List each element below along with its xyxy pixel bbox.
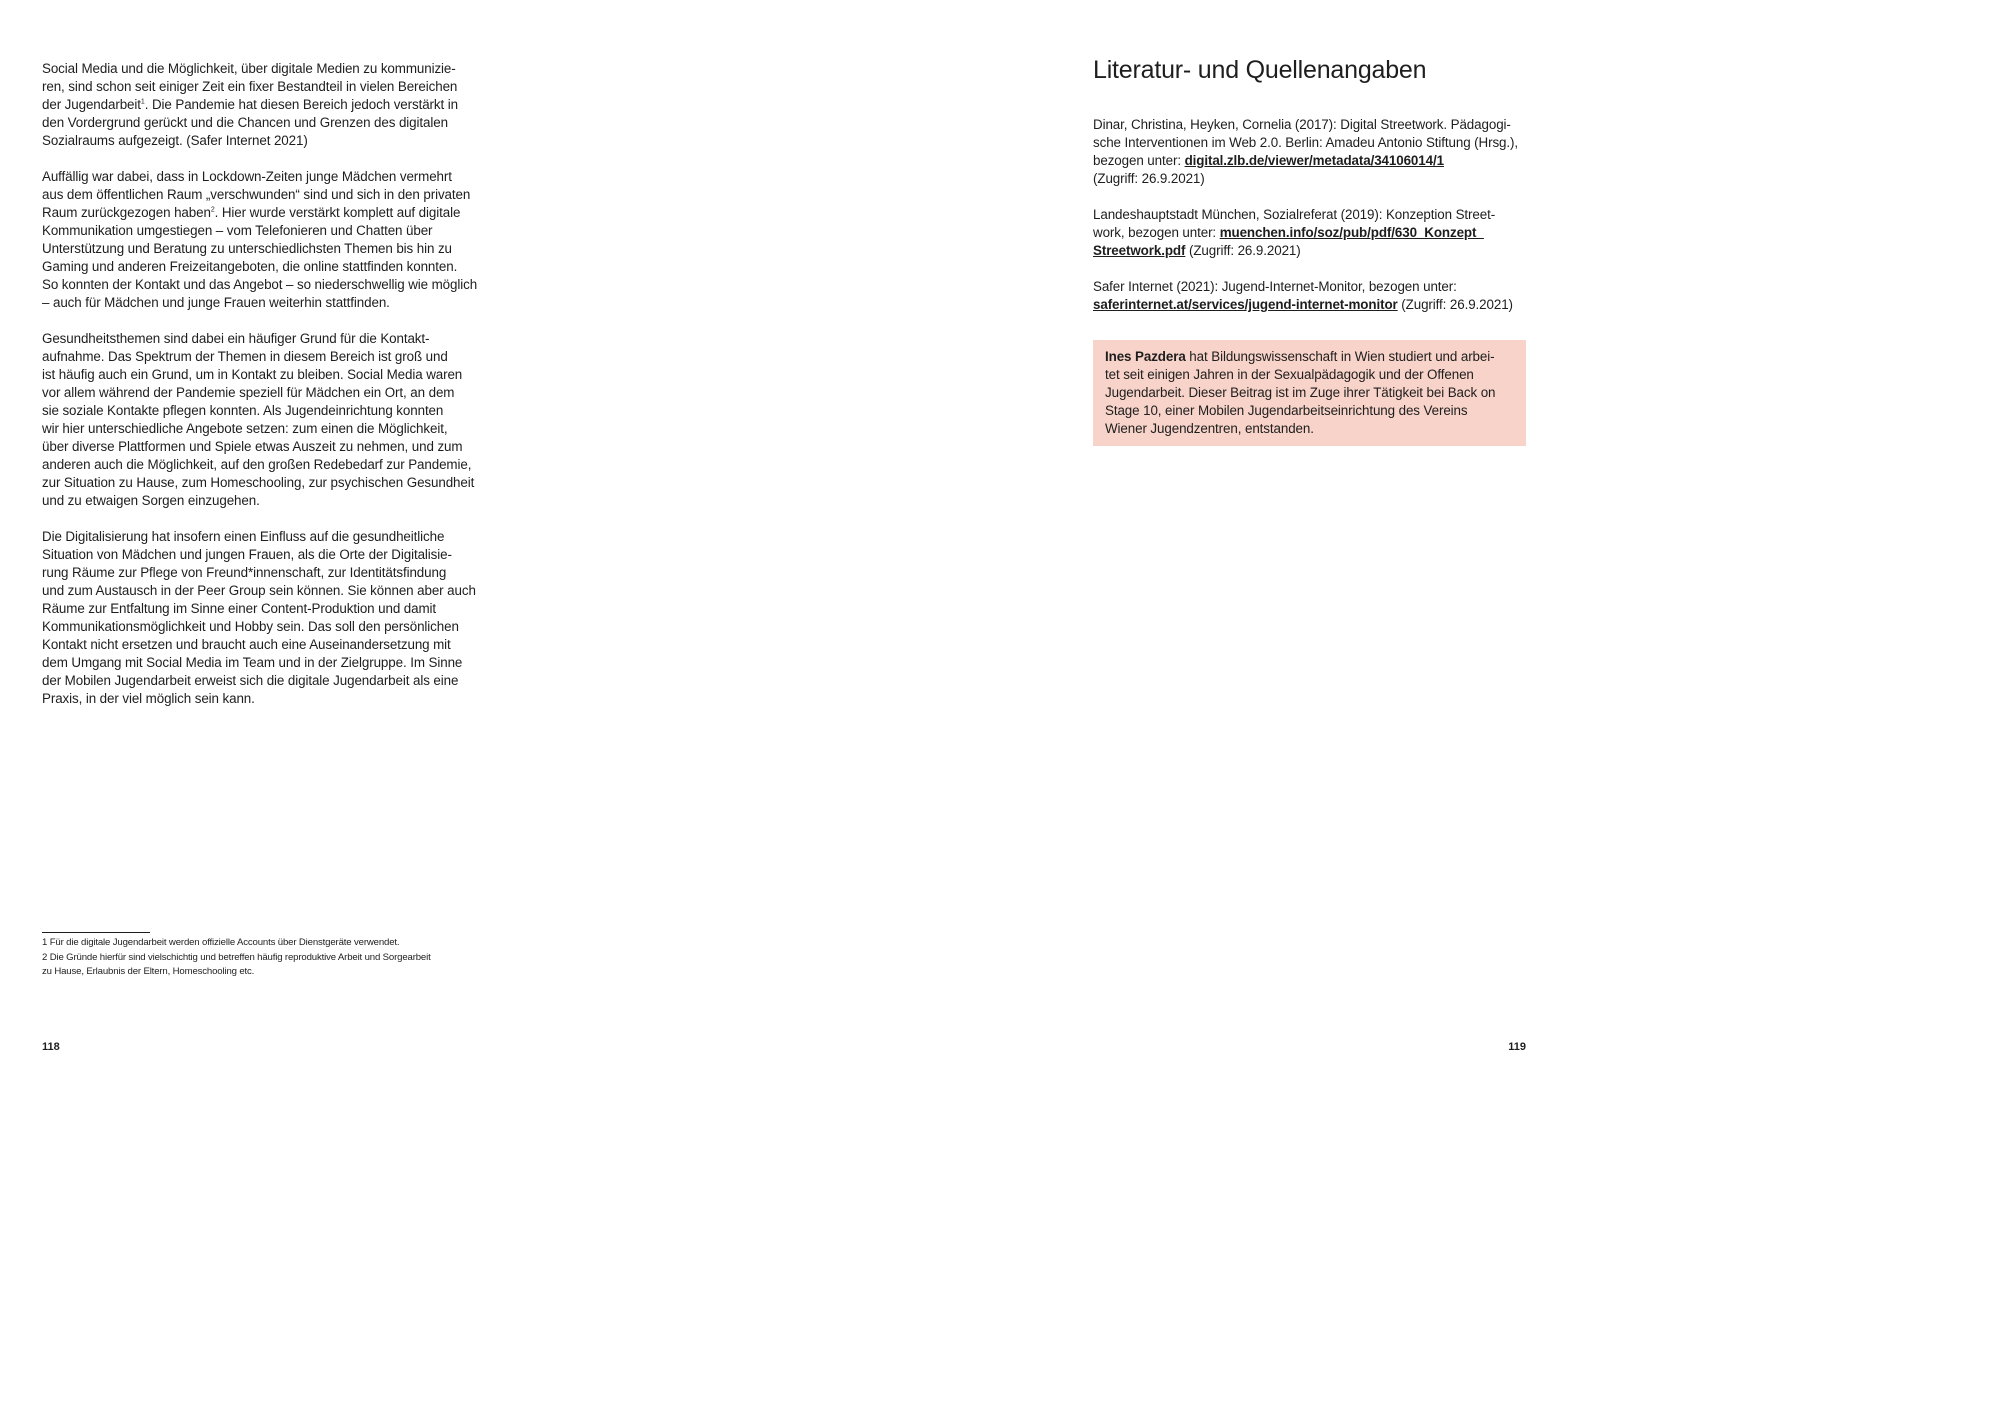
- text-line: der Jugendarbeit: [42, 97, 141, 112]
- right-page: [784, 0, 1568, 1103]
- text-line: wir hier unterschiedliche Angebote setzen: zum einen die Möglichkeit,: [42, 421, 448, 436]
- text-line: Landeshauptstadt München, Sozialreferat (2019): Konzeption Street-: [1093, 207, 1496, 222]
- reference-link-zlb[interactable]: [1185, 153, 1444, 168]
- text-line: Kommunikation umgestiegen – vom Telefonieren und Chatten über: [42, 223, 433, 238]
- page-number: 118: [42, 1041, 60, 1053]
- footnote-1: 1 Für die digitale Jugendarbeit werden offizielle Accounts über Dienstgeräte verwendet.: [42, 937, 400, 948]
- text-line: Auffällig war dabei, dass in Lockdown-Zeiten junge Mädchen vermehrt: [42, 169, 452, 184]
- text-line: Sozialraums aufgezeigt. (Safer Internet 2021): [42, 133, 308, 148]
- text-line: Jugendarbeit. Dieser Beitrag ist im Zuge ihrer Tätigkeit bei Back on: [1105, 385, 1496, 400]
- footnote-ref-2: 2: [210, 206, 215, 214]
- link-text: muenchen.info/soz/pub/pdf/630_Konzept_: [1219, 225, 1484, 240]
- text-line: Gesundheitsthemen sind dabei ein häufiger Grund für die Kontakt-: [42, 331, 430, 346]
- page-number: 119: [1508, 1041, 1526, 1053]
- body-text: [42, 60, 478, 726]
- author-name: Ines Pazdera: [1105, 349, 1186, 364]
- link-text: digital.zlb.de/viewer/metadata/34106014/1: [1184, 153, 1444, 168]
- footnote-ref-1: 1: [140, 98, 145, 106]
- reference-list: [1093, 116, 1533, 332]
- text-line: aufnahme. Das Spektrum der Themen in diesem Bereich ist groß und: [42, 349, 448, 364]
- paragraph-4: [42, 528, 478, 708]
- text-line: den Vordergrund gerückt und die Chancen und Grenzen des digitalen: [42, 115, 448, 130]
- footnote-2: [42, 951, 472, 980]
- text-line: Gaming und anderen Freizeitangeboten, die online stattfinden konnten.: [42, 259, 458, 274]
- footnote-divider: [42, 932, 150, 933]
- text-line: work, bezogen unter:: [1093, 225, 1220, 240]
- text-line: und zum Austausch in der Peer Group sein können. Sie können aber auch: [42, 583, 476, 598]
- page-title: Literatur- und Quellenangaben: [1093, 56, 1427, 84]
- reference-link-saferinternet[interactable]: [1093, 297, 1398, 312]
- text-line: Praxis, in der viel möglich sein kann.: [42, 691, 255, 706]
- text-line: aus dem öffentlichen Raum „verschwunden“ sind und sich in den privaten: [42, 187, 471, 202]
- text-line: vor allem während der Pandemie speziell für Mädchen ein Ort, an dem: [42, 385, 455, 400]
- text-line: 2 Die Gründe hierfür sind vielschichtig und betreffen häufig reproduktive Arbeit und Sorgearbeit: [42, 951, 431, 963]
- text-line: und zu etwaigen Sorgen einzugehen.: [42, 493, 260, 508]
- text-line: Social Media und die Möglichkeit, über digitale Medien zu kommunizie-: [42, 61, 456, 76]
- link-text: Streetwork.pdf: [1093, 243, 1186, 258]
- text-line: (Zugriff: 26.9.2021): [1185, 243, 1301, 258]
- paragraph-3: [42, 330, 478, 510]
- text-line: So konnten der Kontakt und das Angebot – so niederschwellig wie möglich: [42, 277, 478, 292]
- text-line: sie soziale Kontakte pflegen konnten. Als Jugendeinrichtung konnten: [42, 403, 444, 418]
- text-line: ist häufig auch ein Grund, um in Kontakt zu bleiben. Social Media waren: [42, 367, 463, 382]
- left-page: [0, 0, 784, 1103]
- text-line: Raum zurückgezogen haben: [42, 205, 211, 220]
- text-line: Stage 10, einer Mobilen Jugendarbeitseinrichtung des Vereins: [1105, 403, 1468, 418]
- author-bio-box: [1093, 340, 1526, 446]
- text-line: Räume zur Entfaltung im Sinne einer Content-Produktion und damit: [42, 601, 437, 616]
- text-line: zur Situation zu Hause, zum Homeschooling, zur psychischen Gesundheit: [42, 475, 475, 490]
- text-line: zu Hause, Erlaubnis der Eltern, Homeschooling etc.: [42, 966, 255, 977]
- text-line: (Zugriff: 26.9.2021): [1093, 171, 1205, 186]
- text-line: . Die Pandemie hat diesen Bereich jedoch verstärkt in: [144, 97, 458, 112]
- reference-item: [1093, 116, 1533, 188]
- text-line: Kontakt nicht ersetzen und braucht auch eine Auseinandersetzung mit: [42, 637, 451, 652]
- text-line: sche Interventionen im Web 2.0. Berlin: Amadeu Antonio Stiftung (Hrsg.),: [1093, 135, 1519, 150]
- text-line: Kommunikationsmöglichkeit und Hobby sein. Das soll den persönlichen: [42, 619, 459, 634]
- text-line: anderen auch die Möglichkeit, auf den großen Redebedarf zur Pandemie,: [42, 457, 472, 472]
- text-line: tet seit einigen Jahren in der Sexualpädagogik und der Offenen: [1105, 367, 1474, 382]
- text-line: über diverse Plattformen und Spiele etwas Auszeit zu nehmen, und zum: [42, 439, 463, 454]
- reference-item: [1093, 278, 1533, 314]
- text-line: ren, sind schon seit einiger Zeit ein fixer Bestandteil in vielen Bereichen: [42, 79, 458, 94]
- paragraph-2: [42, 168, 478, 312]
- text-line: dem Umgang mit Social Media im Team und in der Zielgruppe. Im Sinne: [42, 655, 463, 670]
- text-line: Die Digitalisierung hat insofern einen Einfluss auf die gesundheitliche: [42, 529, 445, 544]
- link-text: saferinternet.at/services/jugend-internet-monitor: [1093, 297, 1398, 312]
- text-line: hat Bildungswissenschaft in Wien studiert und arbei-: [1185, 349, 1495, 364]
- paragraph-1: [42, 60, 478, 150]
- reference-item: [1093, 206, 1533, 260]
- text-line: (Zugriff: 26.9.2021): [1397, 297, 1513, 312]
- text-line: . Hier wurde verstärkt komplett auf digitale: [214, 205, 461, 220]
- text-line: Situation von Mädchen und jungen Frauen, als die Orte der Digitalisie-: [42, 547, 452, 562]
- text-line: Wiener Jugendzentren, entstanden.: [1105, 421, 1314, 436]
- text-line: Unterstützung und Beratung zu unterschiedlichsten Themen bis hin zu: [42, 241, 452, 256]
- text-line: bezogen unter:: [1093, 153, 1185, 168]
- text-line: Dinar, Christina, Heyken, Cornelia (2017): Digital Streetwork. Pädagogi-: [1093, 117, 1511, 132]
- text-line: der Mobilen Jugendarbeit erweist sich die digitale Jugendarbeit als eine: [42, 673, 459, 688]
- footnotes: [42, 936, 472, 980]
- text-line: rung Räume zur Pflege von Freund*innenschaft, zur Identitätsfindung: [42, 565, 447, 580]
- text-line: – auch für Mädchen und junge Frauen weiterhin stattfinden.: [42, 295, 390, 310]
- text-line: Safer Internet (2021): Jugend-Internet-Monitor, bezogen unter:: [1093, 279, 1457, 294]
